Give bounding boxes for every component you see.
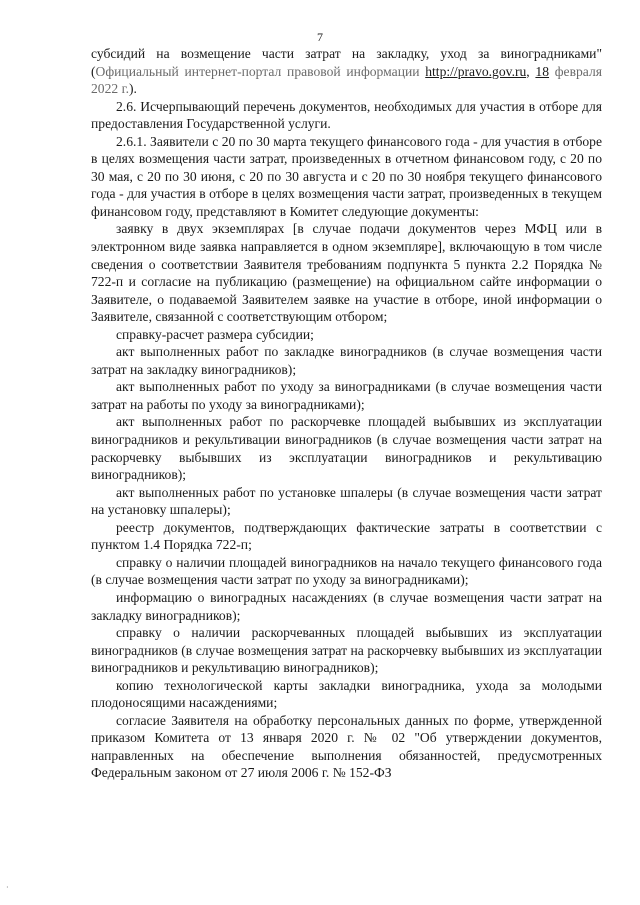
page-number: 7 (317, 30, 323, 44)
list-item: информацию о виноградных насаждениях (в случае возмещения части затрат на закладку виноградников); (91, 589, 602, 623)
list-item: справку о наличии площадей виноградников на начало текущего финансового года (в случае возмещения части затрат по уходу за виноградниками); (91, 554, 602, 588)
list-item: акт выполненных работ по уходу за виноградниками (в случае возмещения части затрат на работы по уходу за виноградниками); (91, 379, 602, 412)
source-date-text: февраля 2022 г. (91, 63, 602, 97)
list-item: справку-расчет размера субсидии; (116, 326, 314, 342)
list-item: справку о наличии раскорчеванных площадей выбывших из эксплуатации виноградников (в случае возмещения затрат на раскорчевку выбывших из эксплуатации виноградников и рекультивацию виноградников); (91, 625, 602, 676)
continuation-end: ). (129, 81, 137, 97)
scan-mark: · (6, 883, 9, 892)
list-item: согласие Заявителя на обработку персональных данных по форме, утвержденной приказом Комитета от 13 января 2020 г. № 02 "Об утверждении документов, направленных на обеспечение выполнения обязанностей, предусмотренных Федеральным законом от 27 июля 2006 г. № 152-ФЗ (91, 712, 602, 781)
continuation-text: субсидий на возмещение части затрат на закладку, уход за виноградниками" ( (91, 46, 602, 79)
source-publication-text: Официальный интернет-портал правовой информации (95, 63, 426, 79)
document-body (91, 45, 602, 782)
list-item: акт выполненных работ по закладке виноградников (в случае возмещения части затрат на закладку виноградников); (91, 344, 602, 377)
list-item: акт выполненных работ по установке шпалеры (в случае возмещения части затрат на установку шпалеры); (91, 484, 602, 518)
list-item: копию технологической карты закладки виноградника, ухода за молодыми плодоносящими насаждениями; (91, 677, 602, 711)
source-link[interactable]: http://pravo.gov.ru, (425, 63, 530, 79)
paragraph-2-6-1: 2.6.1. Заявители с 20 по 30 марта текущего финансового года - для участия в отборе в целях возмещения части затрат, произведенных в отчетном финансовом году, с 20 по 30 мая, с 20 по 30 июня, с 20 по 30 августа и с 20 по 30 ноября текущего финансового года - для участия в отборе в целях возмещения части затрат, произведенных в текущем финансовом году, представляют в Комитет следующие документы: (91, 133, 602, 219)
list-item: реестр документов, подтверждающих фактические затраты в соответствии с пунктом 1.4 Порядка 722-п; (91, 519, 602, 553)
list-item: акт выполненных работ по раскорчевке площадей выбывших из эксплуатации виноградников и рекультивации виноградников (в случае возмещения части затрат на раскорчевку выбывших из эксплуатации виноградников и рекультивацию виноградников); (91, 414, 602, 483)
paragraph-continuation (91, 45, 602, 98)
paragraph-2-6: 2.6. Исчерпывающий перечень документов, необходимых для участия в отборе для предоставления Государственной услуги. (91, 98, 602, 132)
source-date-day: 18 (535, 63, 550, 79)
list-item: заявку в двух экземплярах [в случае подачи документов через МФЦ или в электронном виде заявка направляется в одном экземпляре], включающую в том числе сведения о соответствии Заявителя требованиям подпункта 5 пункта 2.2 Порядка № 722-п и согласие на публикацию (размещение) на официальном сайте информации о Заявителе, о подаваемой Заявителем заявке на участие в отборе, иной информации о Заявителе, связанной с соответствующим отбором; (91, 221, 602, 325)
